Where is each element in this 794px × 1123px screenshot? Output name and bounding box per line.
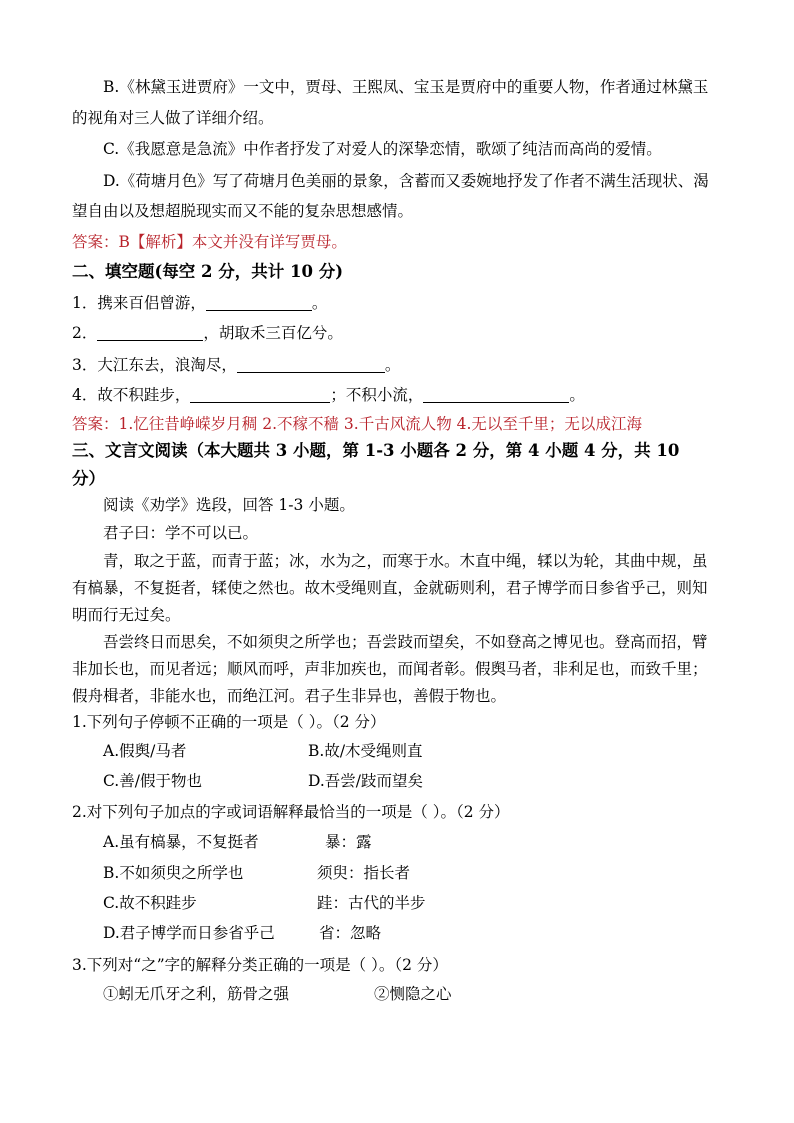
fill-q3-blank[interactable] xyxy=(237,357,385,373)
mc-option-b-continued: 的视角对三人做了详细介绍。 xyxy=(72,109,274,127)
q3-item-2: ②恻隐之心 xyxy=(374,985,452,1003)
fill-q3-text: 3．大江东去，浪淘尽， xyxy=(72,356,237,374)
fill-q1-blank[interactable] xyxy=(206,295,312,311)
question-2-stem: 2.对下列句子加点的字或词语解释最恰当的一项是（ ）。（2 分） xyxy=(72,803,510,821)
fill-question-2 xyxy=(72,322,343,344)
fill-q1-text: 1．携来百侣曾游， xyxy=(72,294,206,312)
question-3-stem: 3.下列对“之”字的解释分类正确的一项是（ ）。（2 分） xyxy=(72,956,448,974)
q2-option-d-definition: 省：忽略 xyxy=(319,924,382,942)
fill-q4-mid: ；不积小流， xyxy=(330,386,424,404)
mc-option-c: C.《我愿意是急流》中作者抒发了对爱人的深挚恋情，歌颂了纯洁而高尚的爱情。 xyxy=(103,140,662,158)
answer-explanation: 答案：B【解析】本文并没有详写贾母。 xyxy=(72,233,347,251)
mc-option-d: D.《荷塘月色》写了荷塘月色美丽的景象，含蓄而又委婉地抒发了作者不满生活现状、渴 xyxy=(103,172,709,190)
passage-line: 吾尝终日而思矣，不如须臾之所学也；吾尝跂而望矣，不如登高之博见也。登高而招，臂 xyxy=(103,633,708,651)
reading-intro: 阅读《劝学》选段，回答 1-3 小题。 xyxy=(103,496,355,514)
q1-option-a[interactable]: A.假舆/马者 xyxy=(103,742,187,760)
q2-option-c-definition: 跬：古代的半步 xyxy=(317,894,426,912)
fill-question-3 xyxy=(72,354,400,376)
q2-option-a-text: A.虽有槁暴，不复挺者 xyxy=(103,833,259,851)
q2-option-b-text: B.不如须臾之所学也 xyxy=(103,864,244,882)
q2-option-c[interactable] xyxy=(103,892,703,914)
passage-line: 明而行无过矣。 xyxy=(72,606,181,624)
section-3-heading: 三、文言文阅读（本大题共 3 小题，第 1-3 小题各 2 分，第 4 小题 4 分，共 10 xyxy=(72,441,680,460)
mc-option-d-continued: 望自由以及想超脱现实而又不能的复杂思想感情。 xyxy=(72,202,414,220)
question-1-stem: 1.下列句子停顿不正确的一项是（ ）。（2 分） xyxy=(72,713,386,731)
fill-question-4 xyxy=(72,384,585,406)
fill-answers: 答案：1.忆往昔峥嵘岁月稠 2.不稼不穑 3.千古风流人物 4.无以至千里；无以成江海 xyxy=(72,415,642,433)
question-1-options-row-2 xyxy=(103,770,703,792)
q2-option-d-text: D.君子博学而日参省乎己 xyxy=(103,924,275,942)
question-1-options-row-1 xyxy=(103,740,703,762)
passage-line: 非加长也，而见者远；顺风而呼，声非加疾也，而闻者彰。假舆马者，非利足也，而致千里； xyxy=(72,660,708,678)
fill-q2-blank[interactable] xyxy=(97,325,203,341)
fill-q3-end: 。 xyxy=(384,356,401,374)
fill-q4-end: 。 xyxy=(569,386,585,404)
fill-q2-number: 2． xyxy=(72,324,98,342)
q2-option-d[interactable] xyxy=(103,922,703,944)
fill-q4-blank-2[interactable] xyxy=(423,387,569,403)
passage-line: 假舟楫者，非能水也，而绝江河。君子生非异也，善假于物也。 xyxy=(72,687,507,705)
mc-option-b: B.《林黛玉进贾府》一文中，贾母、王熙凤、宝玉是贾府中的重要人物，作者通过林黛玉 xyxy=(103,78,709,96)
q3-item-1: ①蚓无爪牙之利，筋骨之强 xyxy=(103,985,290,1003)
fill-q4-text: 4．故不积跬步， xyxy=(72,386,191,404)
fill-question-1 xyxy=(72,292,327,314)
section-3-heading-continued: 分） xyxy=(72,469,105,488)
q2-option-a-definition: 暴：露 xyxy=(325,833,372,851)
passage-line: 有槁暴，不复挺者，𫐓使之然也。故木受绳则直，金就砺则利，君子博学而日参省乎己，则知 xyxy=(72,579,708,597)
q2-option-a[interactable] xyxy=(103,831,703,853)
q2-option-b-definition: 须臾：指长者 xyxy=(317,864,411,882)
passage-line: 君子曰：学不可以已。 xyxy=(103,524,259,542)
passage-line: 青，取之于蓝，而青于蓝；冰，水为之，而寒于水。木直中绳，𫐓以为轮，其曲中规，虽 xyxy=(103,552,708,570)
fill-q2-text: ，胡取禾三百亿兮。 xyxy=(203,324,343,342)
fill-q1-end: 。 xyxy=(311,294,328,312)
q1-option-d[interactable]: D.吾尝/跂而望矣 xyxy=(308,772,424,790)
fill-q4-blank-1[interactable] xyxy=(190,387,330,403)
q1-option-c[interactable]: C.善/假于物也 xyxy=(103,772,202,790)
section-2-heading: 二、填空题(每空 2 分，共计 10 分) xyxy=(72,262,344,281)
q2-option-b[interactable] xyxy=(103,862,703,884)
q1-option-b[interactable]: B.故/木受绳则直 xyxy=(308,742,423,760)
q2-option-c-text: C.故不积跬步 xyxy=(103,894,197,912)
question-3-items xyxy=(103,983,703,1005)
